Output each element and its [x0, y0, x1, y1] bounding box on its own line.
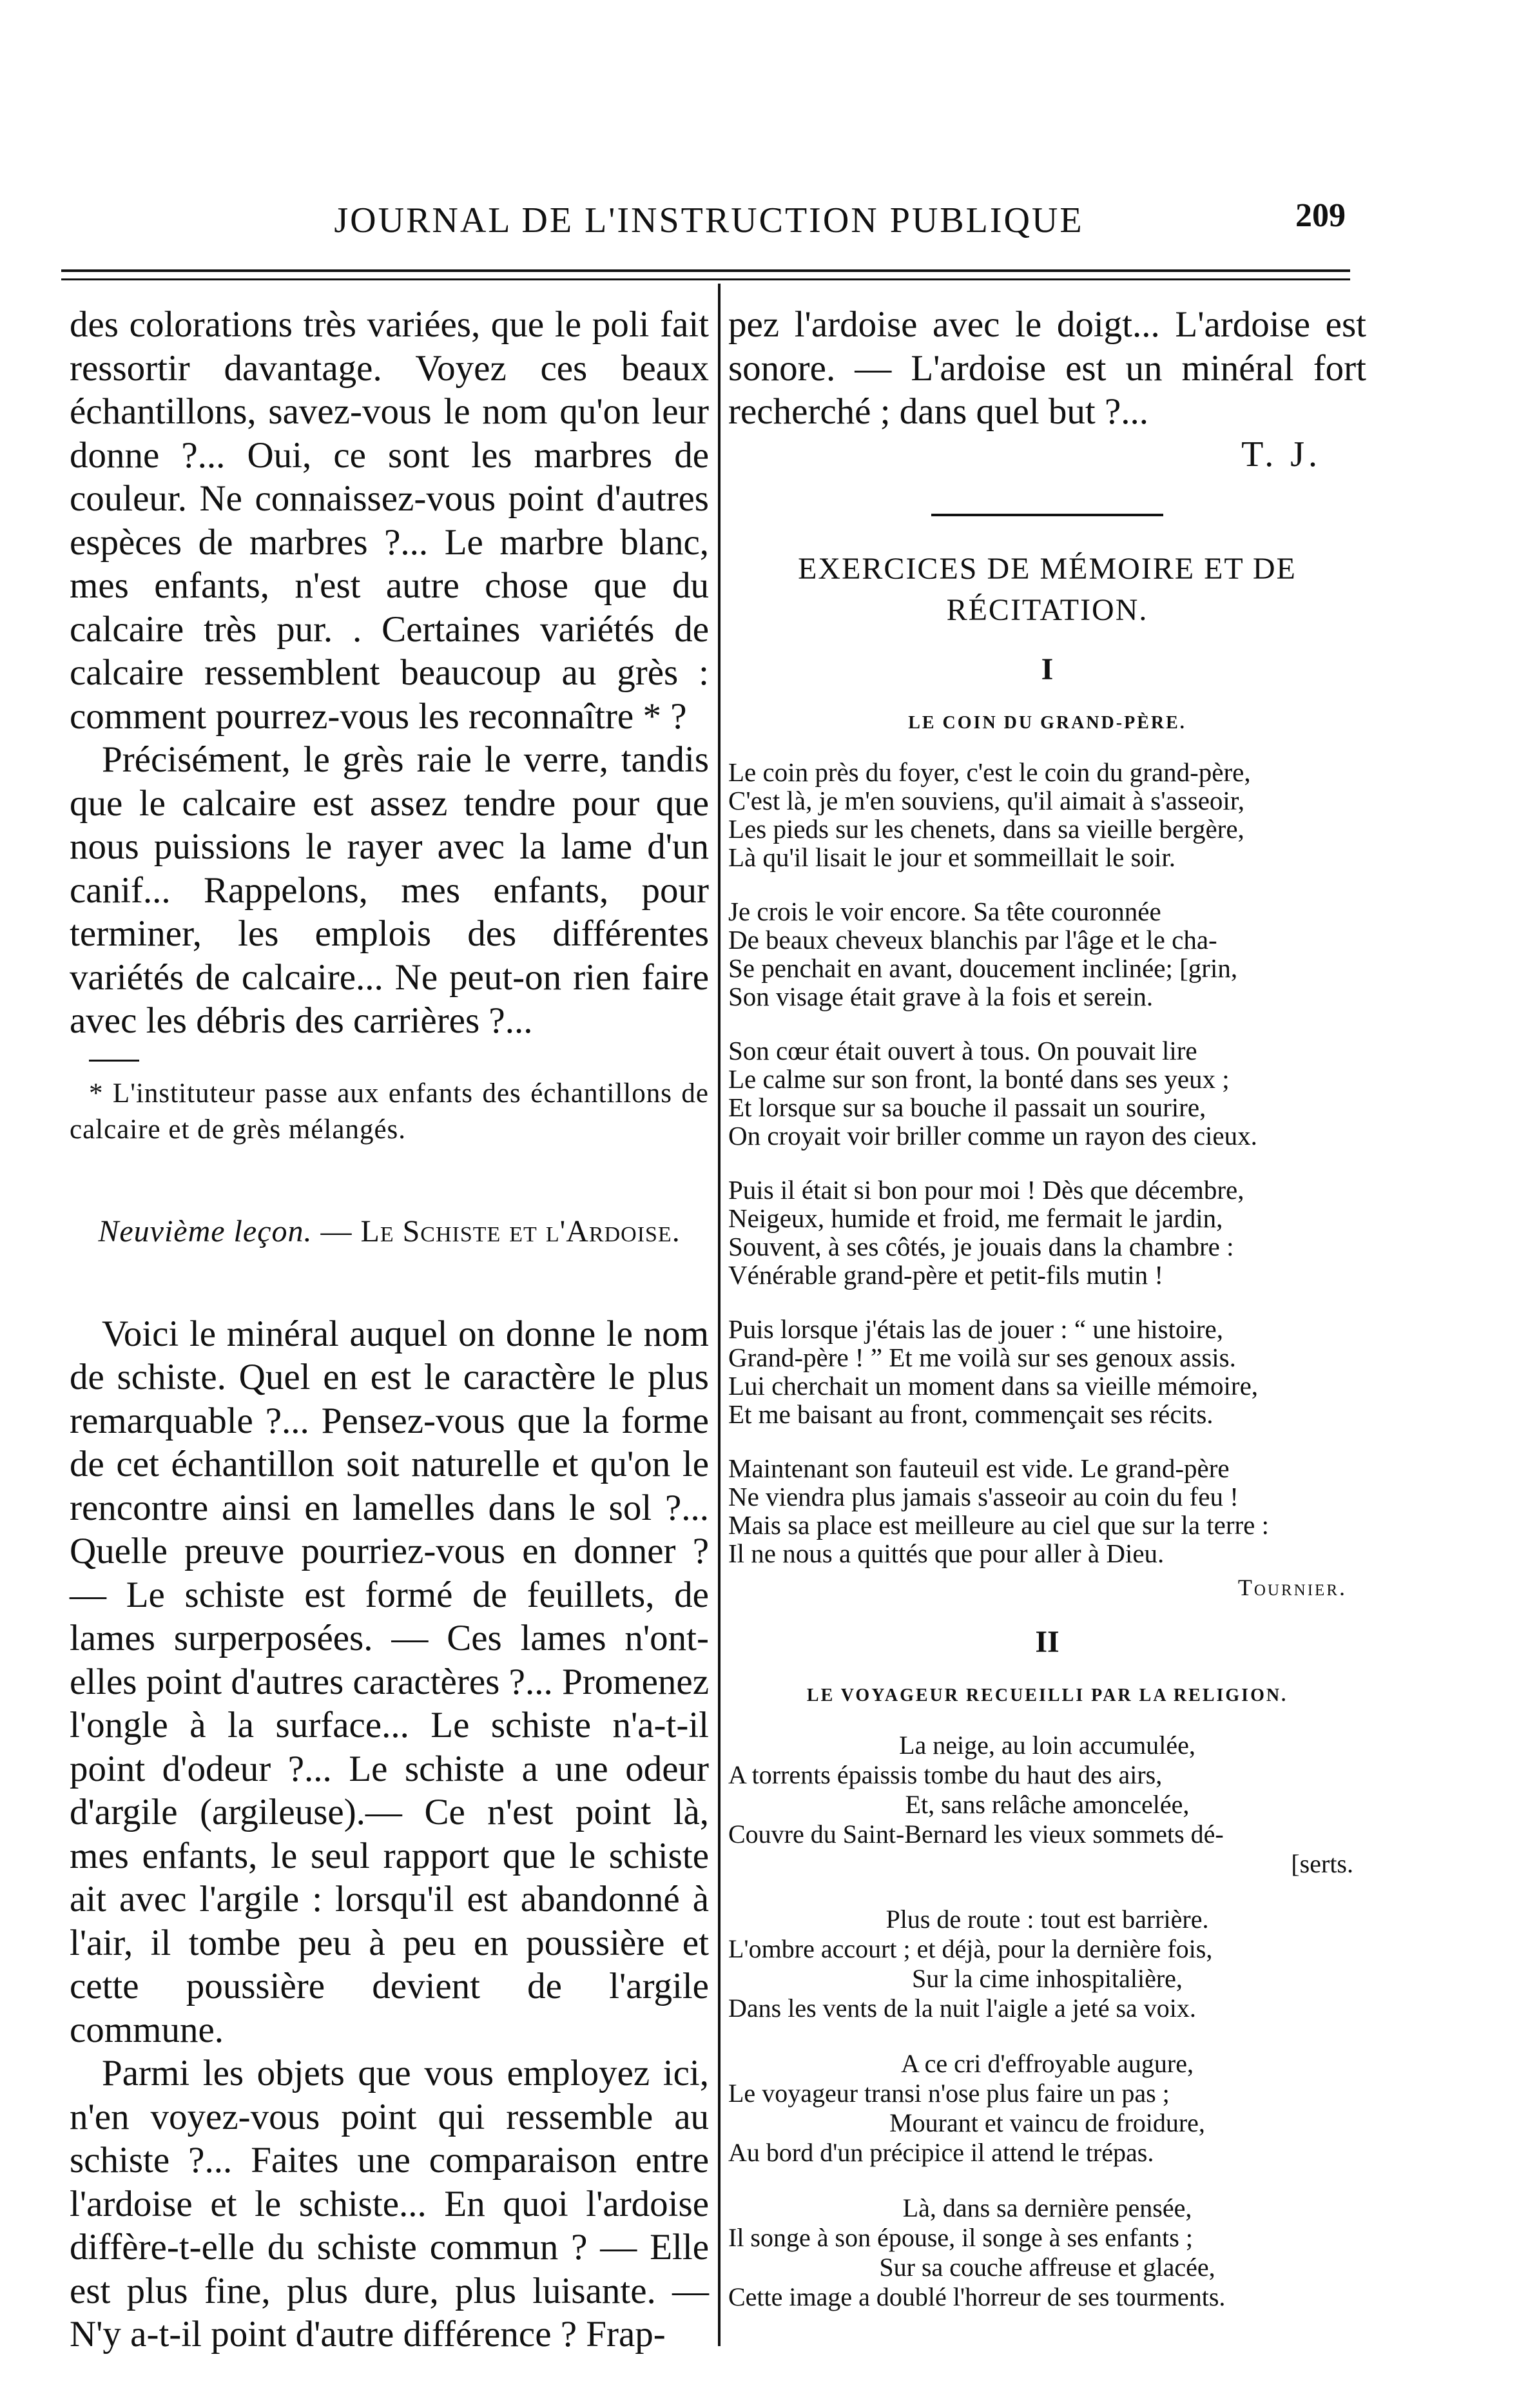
verse-line: Souvent, à ses côtés, je jouais dans la chambre :	[728, 1231, 1234, 1261]
poem-grand-pere	[728, 652, 1366, 1601]
verse-line: Couvre du Saint-Bernard les vieux sommets dé-	[728, 1819, 1224, 1849]
verse-line: Et lorsque sur sa bouche il passait un sourire,	[728, 1092, 1206, 1122]
footnote-rule	[89, 1060, 139, 1062]
verse-line: Ne viendra plus jamais s'asseoir au coin du feu !	[728, 1481, 1239, 1511]
stanza	[728, 2193, 1366, 2312]
verse-line: Vénérable grand-père et petit-fils mutin !	[728, 1259, 1164, 1290]
verse-line: Mourant et vaincu de froidure,	[889, 2108, 1205, 2137]
verse-line: Là, dans sa dernière pensée,	[902, 2193, 1192, 2222]
section-rule	[931, 514, 1163, 516]
header-rule	[61, 269, 1350, 272]
verse-line: Le coin près du foyer, c'est le coin du grand-père,	[728, 757, 1251, 787]
verse-line: Et, sans relâche amoncelée,	[905, 1789, 1190, 1819]
verse-line: Dans les vents de la nuit l'aigle a jeté sa voix.	[728, 1993, 1196, 2023]
verse-line: Puis il était si bon pour moi ! Dès que décembre,	[728, 1174, 1244, 1205]
stanza	[728, 897, 1366, 1011]
verse-line: La neige, au loin accumulée,	[899, 1730, 1195, 1760]
footnote	[70, 1076, 709, 1148]
lesson-title-subject: — Le Schiste et l'Ardoise.	[312, 1214, 681, 1248]
left-column	[70, 303, 709, 2356]
verse-line: Grand-père ! ” Et me voilà sur ses genoux assis.	[728, 1342, 1236, 1372]
verse-line: Le voyageur transi n'ose plus faire un pas ;	[728, 2078, 1170, 2108]
stanza	[728, 2049, 1366, 2168]
verse-line: Lui cherchait un moment dans sa vieille mémoire,	[728, 1370, 1259, 1401]
stanza	[728, 1315, 1366, 1428]
signature: T. J.	[1241, 434, 1321, 474]
lesson-title-number: Neuvième leçon.	[98, 1214, 313, 1248]
verse-line: Sur la cime inhospitalière,	[912, 1963, 1183, 1993]
poem-author: Tournier.	[1237, 1574, 1347, 1600]
verse-line: De beaux cheveux blanchis par l'âge et le cha-	[728, 924, 1217, 955]
stanza	[728, 1176, 1366, 1289]
verse-line: Au bord d'un précipice il attend le trépas.	[728, 2137, 1154, 2167]
paragraph-continuation: pez l'ardoise avec le doigt... L'ardoise est sonore. — L'ardoise est un minéral fort recherché ; dans quel but ?...	[728, 304, 1366, 432]
verse-line: Le calme sur son front, la bonté dans ses yeux ;	[728, 1063, 1230, 1094]
verse-line: Se penchait en avant, doucement inclinée; [grin,	[728, 953, 1238, 983]
verse-line: L'ombre accourt ; et déjà, pour la dernière fois,	[728, 1934, 1213, 1963]
verse-line: Les pieds sur les chenets, dans sa vieille bergère,	[728, 813, 1244, 844]
stanza	[728, 1905, 1366, 2023]
stanza	[728, 1036, 1366, 1150]
stanza	[728, 1454, 1366, 1568]
right-column	[728, 303, 1366, 2338]
running-head: JOURNAL DE L'INSTRUCTION PUBLIQUE	[334, 200, 1084, 240]
page-number: 209	[1295, 197, 1346, 234]
poem-title: LE VOYAGEUR RECUEILLI PAR LA RELIGION.	[806, 1685, 1288, 1705]
verse-line: Puis lorsque j'étais las de jouer : “ une histoire,	[728, 1314, 1224, 1344]
verse-line: Maintenant son fauteuil est vide. Le grand-père	[728, 1453, 1230, 1483]
paragraph-ardoise: Parmi les objets que vous employez ici, n'en voyez-vous point qui ressemble au schiste ?... Faites une comparaison entre l'ardoise et le schiste... En quoi l'ardoise diffère-t-elle du schiste commun ? — Elle est plus fine, plus dure, plus luisante. — N'y a-t-il point d'autre différence ? Frap-	[70, 2053, 709, 2355]
verse-line: Et me baisant au front, commençait ses récits.	[728, 1399, 1214, 1429]
paragraph-schiste: Voici le minéral auquel on donne le nom de schiste. Quel en est le caractère le plus remarquable ?... Pensez-vous que la forme de cet échantillon soit naturelle et qu'on le rencontre ainsi en lamelles dans le sol ?... Quelle preuve pourriez-vous en donner ? — Le schiste est formé de feuillets, de lames surperposées. — Ces lames n'ont-elles point d'autres caractères ?... Promenez l'ongle à la surface... Le schiste n'a-t-il point d'odeur ?... Le schiste a une odeur d'argile (argileuse).— Ce n'est point là, mes enfants, le seul rapport que le schiste ait avec l'argile : lorsqu'il est abandonné à l'air, il tombe peu à peu en poussière et cette poussière devient de l'argile commune.	[70, 1313, 709, 2050]
column-divider	[718, 284, 721, 2346]
poem-voyageur	[728, 1624, 1366, 2312]
lesson-title	[70, 1209, 709, 1254]
verse-line: Il songe à son épouse, il songe à ses enfants ;	[728, 2222, 1193, 2252]
verse-line: Là qu'il lisait le jour et sommeillait le soir.	[728, 842, 1176, 872]
poem-title: LE COIN DU GRAND-PÈRE.	[908, 712, 1186, 733]
verse-line: Mais sa place est meilleure au ciel que sur la terre :	[728, 1510, 1269, 1540]
poem-number: II	[1035, 1624, 1059, 1659]
verse-line: Son cœur était ouvert à tous. On pouvait lire	[728, 1035, 1197, 1065]
verse-line: Je crois le voir encore. Sa tête couronnée	[728, 896, 1161, 926]
verse-line: A ce cri d'effroyable augure,	[900, 2048, 1194, 2078]
verse-line: A torrents épaissis tombe du haut des airs,	[728, 1760, 1163, 1789]
stanza	[728, 1731, 1366, 1879]
poem-number: I	[1041, 652, 1054, 686]
verse-line: On croyait voir briller comme un rayon des cieux.	[728, 1120, 1257, 1151]
section-title: EXERCICES DE MÉMOIRE ET DE RÉCITATION.	[798, 551, 1297, 627]
header-rule-secondary	[61, 278, 1350, 280]
verse-line: Sur sa couche affreuse et glacée,	[879, 2252, 1215, 2282]
verse-line: Il ne nous a quittés que pour aller à Dieu.	[728, 1538, 1165, 1568]
verse-line: Neigeux, humide et froid, me fermait le jardin,	[728, 1203, 1223, 1233]
verse-line: Cette image a doublé l'horreur de ses tourments.	[728, 2282, 1226, 2311]
paragraph-marbres: des colorations très variées, que le poli fait ressortir davantage. Voyez ces beaux échantillons, savez-vous le nom qu'on leur donne ?... Oui, ce sont les marbres de couleur. Ne connaissez-vous point d'autres espèces de marbres ?... Le marbre blanc, mes enfants, n'est autre chose que du calcaire très pur. . Certaines variétés de calcaire ressemblent beaucoup au grès : comment pourrez-vous les reconnaître * ?	[70, 304, 709, 737]
footnote-text: * L'instituteur passe aux enfants des échantillons de calcaire et de grès mélangés.	[70, 1078, 709, 1145]
verse-line: Plus de route : tout est barrière.	[885, 1904, 1209, 1934]
verse-line-overflow: [serts.	[1291, 1849, 1353, 1878]
stanza	[728, 758, 1366, 871]
paragraph-calcaire: Précisément, le grès raie le verre, tandis que le calcaire est assez tendre pour que nous puissions le rayer avec la lame d'un canif... Rappelons, mes enfants, pour terminer, les emplois des différentes variétés de calcaire... Ne peut-on rien faire avec les débris des carrières ?...	[70, 739, 709, 1041]
verse-line: Son visage était grave à la fois et serein.	[728, 981, 1154, 1011]
verse-line: C'est là, je m'en souviens, qu'il aimait à s'asseoir,	[728, 785, 1245, 815]
